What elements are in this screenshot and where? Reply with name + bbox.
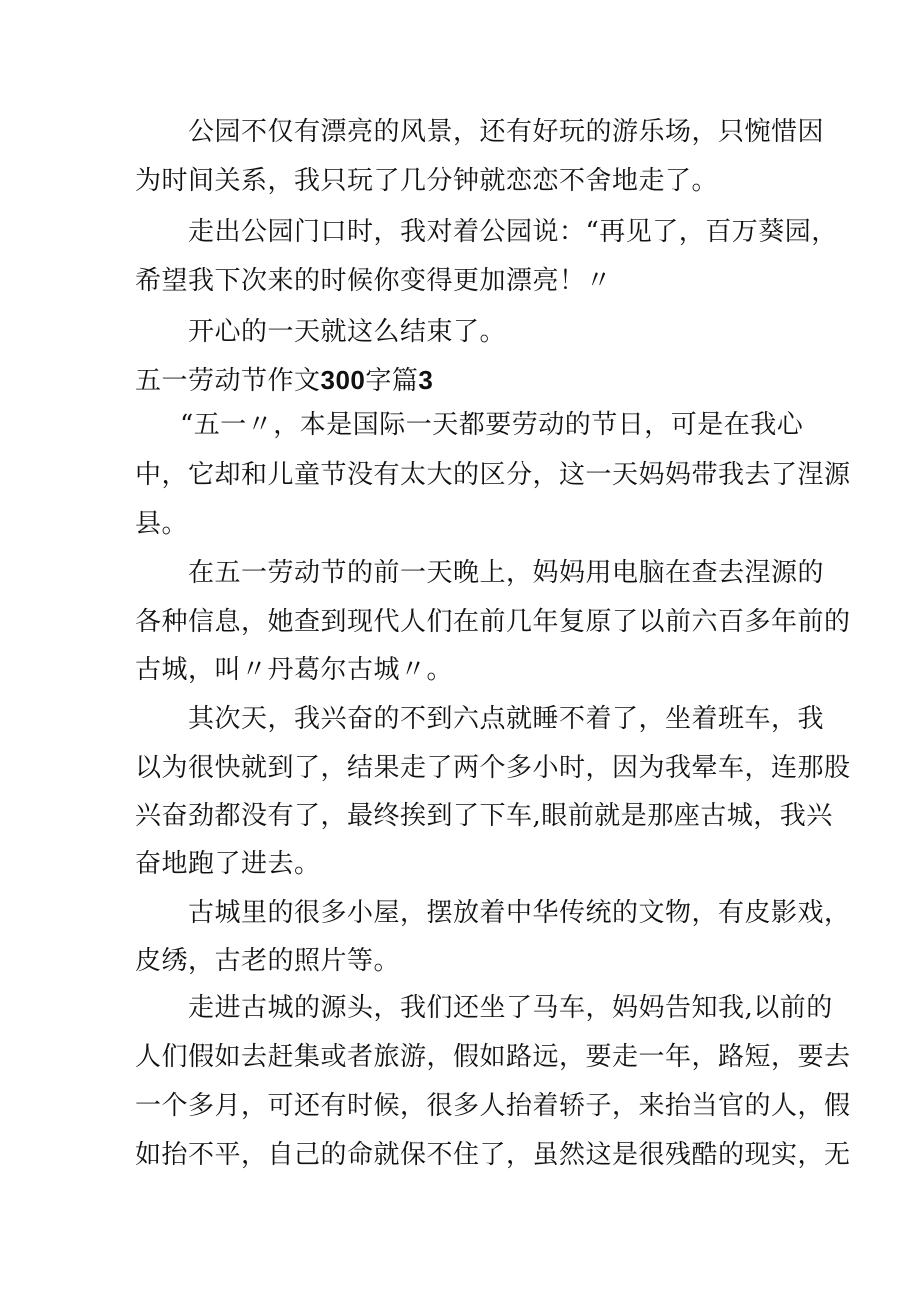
paragraph-4-line-3: 县。 [135,509,189,539]
paragraph-1-line-1: 公园不仅有漂亮的风景，还有好玩的游乐场，只惋惜因 [188,117,825,147]
heading-prefix: 五一劳动节作文 [135,366,321,396]
paragraph-2-line-2: 希望我下次来的时候你变得更加漂亮！〃 [135,266,613,296]
paragraph-5-line-2: 各种信息，她查到现代人们在前几年复原了以前六百多年前的 [135,607,851,637]
paragraph-6-line-2: 以为很快就到了，结果走了两个多小时，因为我晕车，连那股 [135,753,851,783]
paragraph-3-line-1: 开心的一天就这么结束了。 [188,317,507,347]
heading-middle: 字篇 [365,366,419,396]
heading-index: 3 [418,365,434,395]
paragraph-7-line-2: 皮绣，古老的照片等。 [135,946,401,976]
paragraph-5-line-1: 在五一劳动节的前一天晚上，妈妈用电脑在查去涅源的 [188,558,825,588]
section-heading [135,364,433,397]
paragraph-8-line-3: 一个多月，可还有时候，很多人抬着轿子，来抬当官的人，假 [135,1091,851,1121]
paragraph-2-line-1: 走出公园门口时，我对着公园说：“再见了，百万葵园， [188,217,838,247]
paragraph-6-line-3: 兴奋劲都没有了，最终挨到了下车,眼前就是那座古城，我兴 [135,801,833,831]
paragraph-5-line-3: 古城，叫〃丹葛尔古城〃。 [135,655,454,685]
paragraph-8-line-4: 如抬不平，自己的命就保不住了，虽然这是很残酷的现实，无 [135,1140,851,1170]
paragraph-4-line-2: 中，它却和儿童节没有太大的区分，这一天妈妈带我去了涅源 [135,460,851,490]
paragraph-8-line-1: 走进古城的源头，我们还坐了马车，妈妈告知我,以前的 [188,993,833,1023]
paragraph-4-line-1: “五一〃，本是国际一天都要劳动的节日，可是在我心 [180,410,804,440]
paragraph-7-line-1: 古城里的很多小屋，摆放着中华传统的文物，有皮影戏， [188,898,851,928]
paragraph-1-line-2: 为时间关系，我只玩了几分钟就恋恋不舍地走了。 [135,166,719,196]
paragraph-6-line-1: 其次天，我兴奋的不到六点就睡不着了，坐着班车，我 [188,704,825,734]
paragraph-8-line-2: 人们假如去赶集或者旅游，假如路远，要走一年，路短，要去 [135,1042,851,1072]
paragraph-6-line-4: 奋地跑了进去。 [135,849,321,879]
heading-number: 300 [320,365,366,395]
